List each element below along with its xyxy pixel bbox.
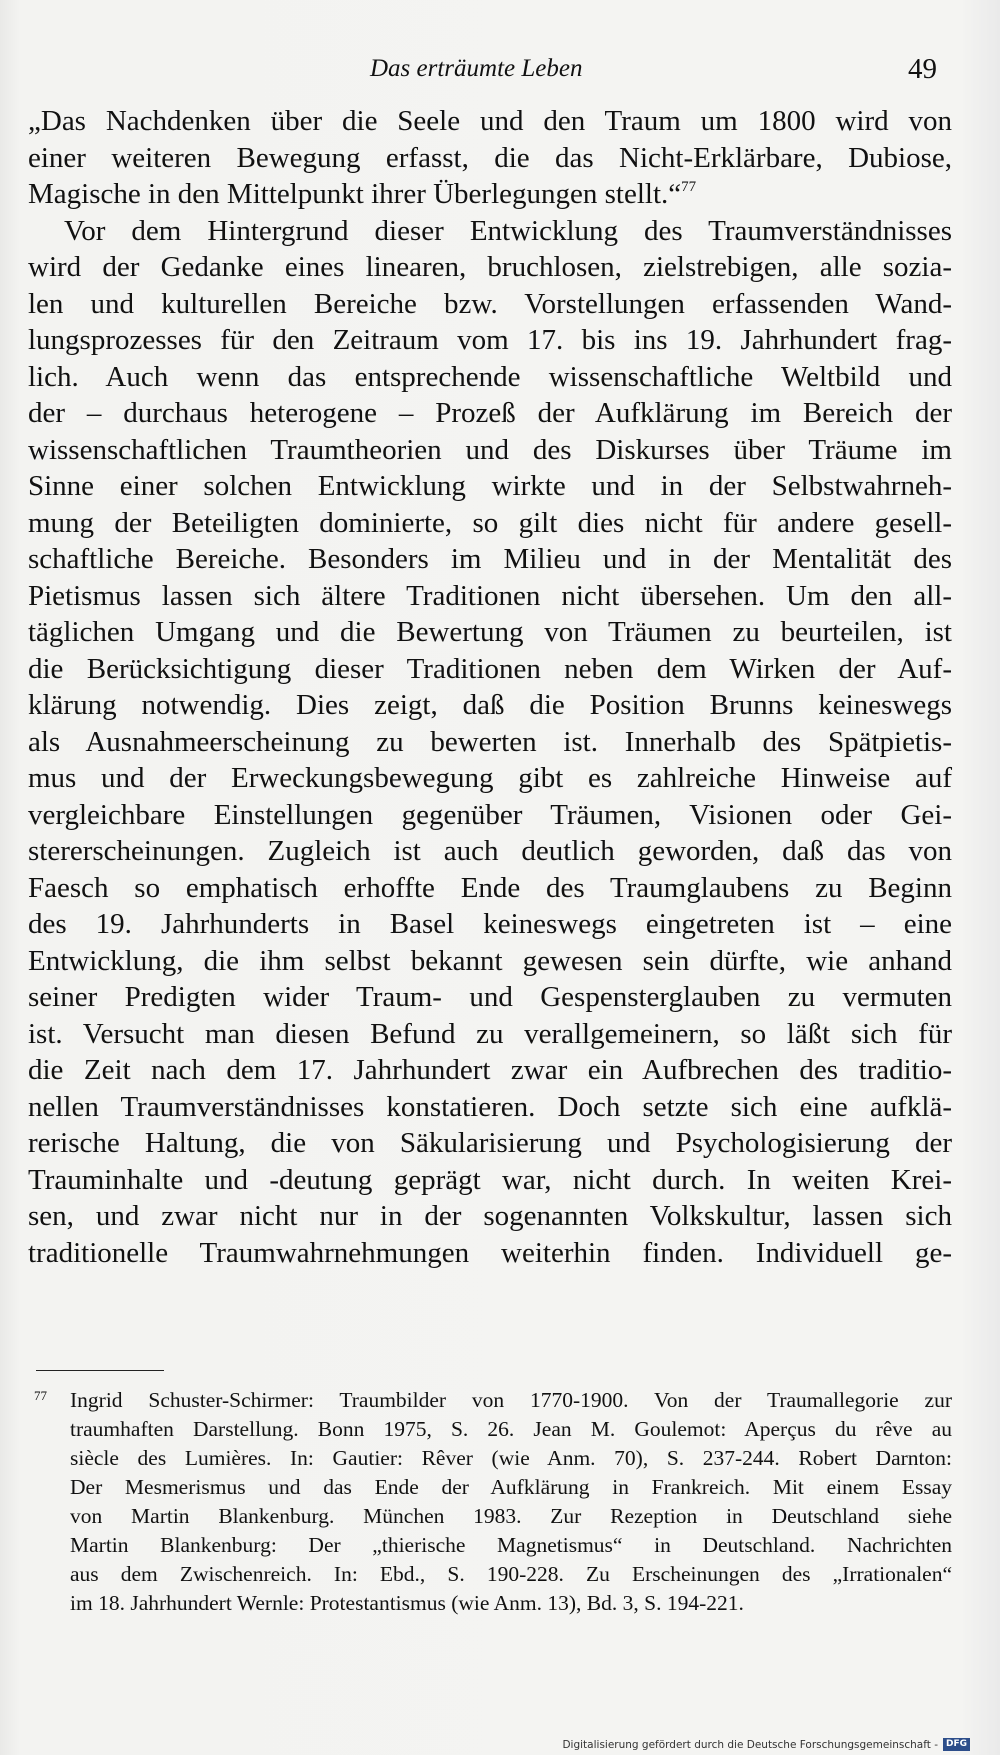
line-text: als Ausnahmeerscheinung zu bewerten ist. Innerhalb des Spätpietis- <box>28 725 952 758</box>
text-line <box>28 1162 952 1199</box>
footnote-line: aus dem Zwischenreich. In: Ebd., S. 190-228. Zu Erscheinungen des „Irrationalen“ <box>70 1562 952 1586</box>
text-line <box>28 468 952 505</box>
text-line <box>28 578 952 615</box>
footnote-line: von Martin Blankenburg. München 1983. Zur Rezeption in Deutschland siehe <box>70 1504 952 1528</box>
text-line <box>28 176 952 213</box>
line-text: der – durchaus heterogene – Prozeß der Aufklärung im Bereich der <box>28 397 952 429</box>
dfg-logo-icon: DFG <box>943 1738 970 1751</box>
line-text: traditionelle Traumwahrnehmungen weiterhin finden. Individuell ge- <box>28 1236 952 1269</box>
text-line <box>28 979 952 1016</box>
text-line <box>28 833 952 870</box>
line-text: lungsprozesses für den Zeitraum vom 17. bis ins 19. Jahrhundert frag- <box>28 324 952 356</box>
text-line <box>28 614 952 651</box>
line-text: Faesch so emphatisch erhoffte Ende des Traumglaubens zu Beginn <box>28 871 952 904</box>
line-text: Entwicklung, die ihm selbst bekannt gewesen sein dürfte, wie anhand <box>28 944 952 977</box>
line-text: Vor dem Hintergrund dieser Entwicklung des Traumverständnisses <box>64 214 952 247</box>
text-line <box>28 1052 952 1089</box>
credit-text: Digitalisierung gefördert durch die Deutsche Forschungsgemeinschaft - <box>562 1738 938 1751</box>
text-line <box>28 249 952 286</box>
text-line <box>28 1016 952 1053</box>
line-text: des 19. Jahrhunderts in Basel keineswegs eingetreten ist – eine <box>28 908 952 940</box>
line-text: lich. Auch wenn das entsprechende wissenschaftliche Weltbild und <box>28 360 952 393</box>
text-line <box>28 1089 952 1126</box>
text-line <box>28 322 952 359</box>
body-text <box>28 103 952 1271</box>
line-text: klärung notwendig. Dies zeigt, daß die Position Brunns keineswegs <box>28 689 952 721</box>
text-line <box>28 687 952 724</box>
text-line <box>28 1198 952 1235</box>
text-line <box>28 541 952 578</box>
text-line <box>28 286 952 323</box>
line-text: sen, und zwar nicht nur in der sogenannten Volkskultur, lassen sich <box>28 1200 952 1232</box>
text-line <box>28 943 952 980</box>
line-text: täglichen Umgang und die Bewertung von Träumen zu beurteilen, ist <box>28 616 952 648</box>
text-line <box>28 359 952 396</box>
text-line <box>28 724 952 761</box>
footnote-reference: 77 <box>681 179 697 195</box>
text-line <box>28 797 952 834</box>
line-text: schaftliche Bereiche. Besonders im Milieu und in der Mentalität des <box>28 543 952 575</box>
text-line <box>28 395 952 432</box>
text-line <box>28 1235 952 1272</box>
line-text: Sinne einer solchen Entwicklung wirkte und in der Selbstwahrneh- <box>28 470 952 502</box>
line-text: nellen Traumverständnisses konstatieren. Doch setzte sich eine aufklä- <box>28 1090 952 1123</box>
text-line <box>28 651 952 688</box>
line-text: Trauminhalte und -deutung geprägt war, nicht durch. In weiten Krei- <box>28 1163 952 1196</box>
text-line <box>28 505 952 542</box>
footnote-line: Ingrid Schuster-Schirmer: Traumbilder von 1770-1900. Von der Traumallegorie zur <box>70 1388 952 1412</box>
footnote-line: im 18. Jahrhundert Wernle: Protestantismus (wie Anm. 13), Bd. 3, S. 194-221. <box>70 1591 744 1615</box>
line-text: wissenschaftlichen Traumtheorien und des Diskurses über Träume im <box>28 433 952 466</box>
text-line <box>28 103 952 140</box>
line-text: Pietismus lassen sich ältere Traditionen nicht übersehen. Um den all- <box>28 579 952 612</box>
line-text: wird der Gedanke eines linearen, bruchlosen, zielstrebigen, alle sozia- <box>28 251 952 283</box>
line-text: stererscheinungen. Zugleich ist auch deutlich geworden, daß das von <box>28 835 952 867</box>
footnote-separator <box>36 1370 164 1371</box>
running-head <box>0 55 1000 89</box>
footnote-line: Martin Blankenburg: Der „thierische Magnetismus“ in Deutschland. Nachrichten <box>70 1533 952 1557</box>
line-text: Magische in den Mittelpunkt ihrer Überlegungen stellt.“ <box>28 178 682 210</box>
line-text: rerische Haltung, die von Säkularisierung und Psychologisierung der <box>28 1127 952 1159</box>
line-text: einer weiteren Bewegung erfasst, die das Nicht-Erklärbare, Dubiose, <box>28 141 952 174</box>
digitization-credit <box>562 1738 970 1751</box>
text-line <box>28 432 952 469</box>
running-title: Das erträumte Leben <box>370 55 583 82</box>
line-text: die Berücksichtigung dieser Traditionen neben dem Wirken der Auf- <box>28 652 952 685</box>
footnote-marker: 77 <box>34 1388 47 1403</box>
line-text: vergleichbare Einstellungen gegenüber Träumen, Visionen oder Gei- <box>28 798 952 831</box>
line-text: len und kulturellen Bereiche bzw. Vorstellungen erfassenden Wand- <box>28 287 952 320</box>
line-text: die Zeit nach dem 17. Jahrhundert zwar ein Aufbrechen des traditio- <box>28 1054 952 1086</box>
line-text: seiner Predigten wider Traum- und Gespensterglauben zu vermuten <box>28 981 952 1013</box>
text-line <box>28 906 952 943</box>
line-text: mus und der Erweckungsbewegung gibt es zahlreiche Hinweise auf <box>28 762 952 794</box>
line-text: mung der Beteiligten dominierte, so gilt dies nicht für andere gesell- <box>28 506 952 539</box>
text-line <box>28 1125 952 1162</box>
page-number: 49 <box>908 53 937 85</box>
text-line <box>28 140 952 177</box>
text-line <box>28 870 952 907</box>
text-line <box>28 760 952 797</box>
footnote-line: traumhaften Darstellung. Bonn 1975, S. 26. Jean M. Goulemot: Aperçus du rêve au <box>70 1417 952 1441</box>
footnote-line: Der Mesmerismus und das Ende der Aufklärung in Frankreich. Mit einem Essay <box>70 1475 952 1499</box>
line-text: „Das Nachdenken über die Seele und den Traum um 1800 wird von <box>28 105 952 137</box>
text-line <box>28 213 952 250</box>
footnote-line: siècle des Lumières. In: Gautier: Rêver (wie Anm. 70), S. 237-244. Robert Darnton: <box>70 1446 952 1470</box>
line-text: ist. Versucht man diesen Befund zu verallgemeinern, so läßt sich für <box>28 1017 952 1050</box>
footnote <box>34 1386 952 1618</box>
